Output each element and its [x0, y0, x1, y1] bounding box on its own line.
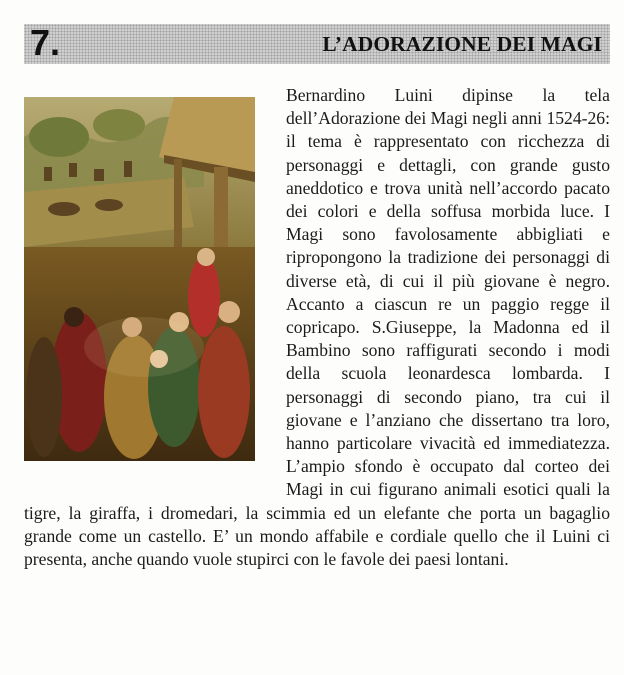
- image-float-spacer: [24, 84, 286, 484]
- article-paragraph: Bernardino Luini dipinse la tela dell’Adorazione dei Magi negli anni 1524-26: il tema è rappresentato con ricchezza di personaggi e dettagli, con grande gusto aneddotico e trova unità nell’accordo pacato dei colori e della soffusa morbida luce. I Magi sono favolosamente abbigliati e ripropongono la tradizione dei personaggi di diverse età, di cui il più giovane è negro. Accanto a ciascun re un paggio regge il copricapo. S.Giuseppe, la Madonna ed il Bambino sono raffigurati secondo i modi della scuola leonardesca lombarda. I personaggi di secondo piano, tra cui il giovane e l’anziano che dissertano tra loro, hanno particolare vivacità ed immediatezza. L’ampio sfondo è occupato dal corteo dei Magi in cui figurano animali esotici quali la tigre, la giraffa, i dromedari, la scimmia ed un elefante che porta un bagaglio grande come un castello. E’ un mondo affabile e cordiale quello che il Luini ci presenta, anche quando vuole stupirci con le favole dei paesi lontani.: [24, 85, 610, 570]
- article-text: [24, 84, 610, 571]
- chapter-header: [24, 24, 610, 64]
- chapter-title: L’ADORAZIONE DEI MAGI: [322, 32, 602, 56]
- chapter-number: 7.: [30, 22, 61, 63]
